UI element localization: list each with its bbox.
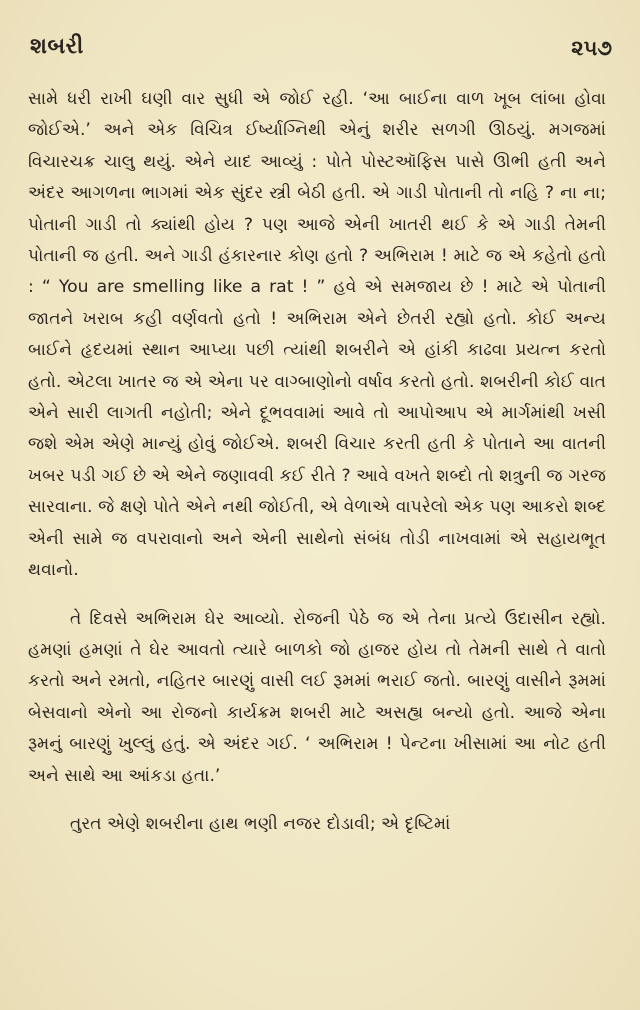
paragraph-1: સામે ધરી રાખી ઘણી વાર સુધી એ જોઈ રહી. ‘આ બાઈના વાળ ખૂબ લાંબા હોવા જોઈએ.’ અને એક વિચિત્ર ઈર્ષ્યાગ્નિથી એનું શરીર સળગી ઊઠયું. મગજમાં વિચારચક્ર ચાલુ થયું. એને યાદ આવ્યું : પોતે પોસ્ટઑફિસ પાસે ઊભી હતી અને અંદર આગળના ભાગમાં એક સુંદર સ્ત્રી બેઠી હતી. એ ગાડી પોતાની તો નહિ ? ના ના; પોતાની ગાડી તો ક્યાંથી હોય ? પણ આજે એની ખાતરી થઈ કે એ ગાડી તેમની પોતાની જ હતી. અને ગાડી હંકારનાર કોણ હતો ? અભિરામ ! માટે જ એ કહેતો હતો : “ You are smelling like a rat ! ” હવે એ સમજાય છે ! માટે એ પોતાની જાતને ખરાબ કહી વર્ણવતો હતો ! અભિરામ એને છેતરી રહ્યો હતો. કોઈ અન્ય બાઈને હૃદયમાં સ્થાન આપ્યા પછી ત્યાંથી શબરીને એ હાંકી કાઢવા પ્રયત્ન કરતો હતો. એટલા ખાતર જ એ એના પર વાગ્બાણોનો વર્ષાવ કરતો હતો. શબરીની કોઈ વાત એને સારી લાગતી નહોતી; એને દૂભવવામાં આવે તો આપોઆપ એ માર્ગમાંથી ખસી જશે એમ એણે માન્યું હોવું જોઈએ. શબરી વિચાર કરતી હતી કે પોતાને આ વાતની ખબર પડી ગઈ છે એ એને જણાવવી કઈ રીતે ? આવે વખતે શબ્દો તો શત્રુની જ ગરજ સારવાના. જે ક્ષણે પોતે એને નથી જોઈતી, એ વેળાએ વાપરેલો એક પણ આકરો શબ્દ એની સામે જ વપરાવાનો અને એની સાથેનો સંબંધ તોડી નાખવામાં એ સહાયભૂત થવાનો.	[28, 89, 606, 581]
page-header	[30, 34, 612, 70]
body-text	[28, 84, 606, 840]
paragraph-3: તુરત એણે શબરીના હાથ ભણી નજર દોડાવી; એ દૃષ્ટિમાં	[70, 813, 451, 834]
page-number: ૨૫૭	[571, 36, 612, 60]
paragraph-2: તે દિવસે અભિરામ ઘેર આવ્યો. રોજની પેઠે જ એ તેના પ્રત્યે ઉદાસીન રહ્યો. હમણાં હમણાં તે ઘેર આવતો ત્યારે બાળકો જો હાજર હોય તો તેમની સાથે તે વાતો કરતો અને રમતો, નહિતર બારણું વાસી લઈ રૂમમાં ભરાઈ જતો. બારણું વાસીને રૂમમાં બેસવાનો એનો આ રોજનો કાર્યક્રમ શબરી માટે અસહ્ય બન્યો હતો. આજે એના રૂમનું બારણું ખુલ્લું હતું. એ અંદર ગઈ. ‘ અભિરામ ! પેન્ટના ખીસામાં આ નોટ હતી અને સાથે આ આંકડા હતા.’	[28, 608, 606, 786]
running-title: શબરી	[30, 34, 84, 59]
